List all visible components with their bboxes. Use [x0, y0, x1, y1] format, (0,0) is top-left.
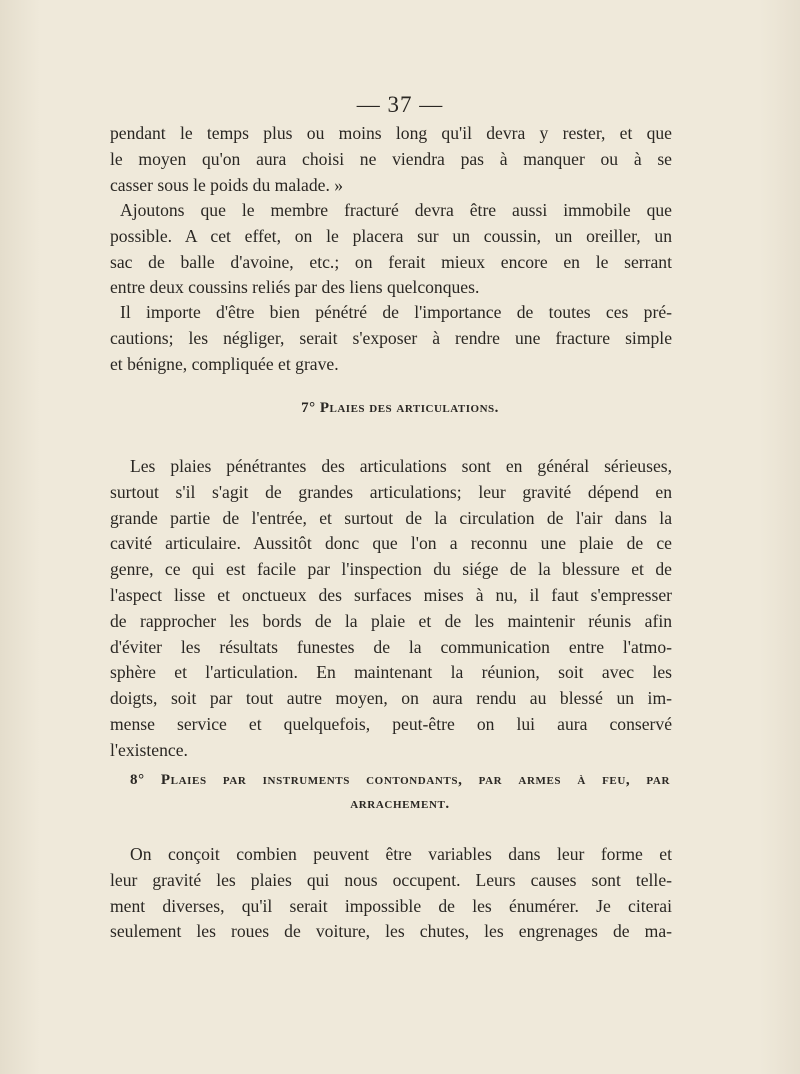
- text-line: surtout s'il s'agit de grandes articulations; leur gravité dépend en: [110, 481, 672, 502]
- section-heading-8: [130, 768, 670, 816]
- section-heading-7: 7° Plaies des articulations.: [301, 400, 499, 416]
- heading-line: 8° Plaies par instruments contondants, par armes à feu, par: [130, 772, 670, 788]
- text-line: de rapprocher les bords de la plaie et de les maintenir réunis afin: [110, 610, 672, 631]
- text-line: doigts, soit par tout autre moyen, on aura rendu au blessé un im-: [110, 688, 672, 709]
- paragraph-immobilisation: [110, 198, 672, 301]
- text-line: sphère et l'articulation. En maintenant la réunion, soit avec les: [110, 662, 672, 683]
- text-line: ment diverses, qu'il serait impossible de les énumérer. Je citerai: [110, 895, 672, 916]
- text-line: possible. A cet effet, on le placera sur un coussin, un oreiller, un: [110, 225, 672, 246]
- text-line: cavité articulaire. Aussitôt donc que l'on a reconnu une plaie de ce: [110, 533, 672, 554]
- text-line: l'existence.: [110, 739, 188, 760]
- text-line: sac de balle d'avoine, etc.; on ferait mieux encore en le serrant: [110, 251, 672, 272]
- text-line: mense service et quelquefois, peut-être on lui aura conservé: [110, 713, 672, 734]
- text-line: leur gravité les plaies qui nous occupent. Leurs causes sont telle-: [110, 869, 672, 890]
- heading-line: arrachement.: [350, 796, 450, 812]
- text-line: pendant le temps plus ou moins long qu'il devra y rester, et que: [110, 123, 672, 143]
- paragraph-contusions: [110, 842, 672, 945]
- text-line: cautions; les négliger, serait s'exposer à rendre une fracture simple: [110, 327, 672, 348]
- page-number: — 37 —: [356, 92, 444, 117]
- text-line: entre deux coussins reliés par des liens quelconques.: [110, 277, 480, 298]
- text-line: On conçoit combien peuvent être variables dans leur forme et: [130, 844, 672, 864]
- text-line: casser sous le poids du malade. »: [110, 174, 344, 195]
- text-line: Ajoutons que le membre fracturé devra être aussi immobile que: [120, 200, 672, 220]
- text-line: l'aspect lisse et onctueux des surfaces mises à nu, il faut s'empresser: [110, 584, 672, 605]
- text-line: le moyen qu'on aura choisi ne viendra pas à manquer ou à se: [110, 148, 672, 169]
- text-line: grande partie de l'entrée, et surtout de la circulation de l'air dans la: [110, 507, 672, 528]
- text-line: seulement les roues de voiture, les chutes, les engrenages de ma-: [110, 921, 672, 942]
- text-line: d'éviter les résultats funestes de la communication entre l'atmo-: [110, 636, 672, 657]
- text-line: genre, ce qui est facile par l'inspection du siége de la blessure et de: [110, 559, 672, 580]
- text-line: Les plaies pénétrantes des articulations sont en général sérieuses,: [130, 456, 672, 476]
- paragraph-continuation: [110, 121, 672, 198]
- paragraph-articulations: [110, 454, 672, 764]
- text-line: Il importe d'être bien pénétré de l'importance de toutes ces pré-: [120, 302, 672, 322]
- paragraph-precautions: [110, 300, 672, 377]
- text-line: et bénigne, compliquée et grave.: [110, 353, 339, 374]
